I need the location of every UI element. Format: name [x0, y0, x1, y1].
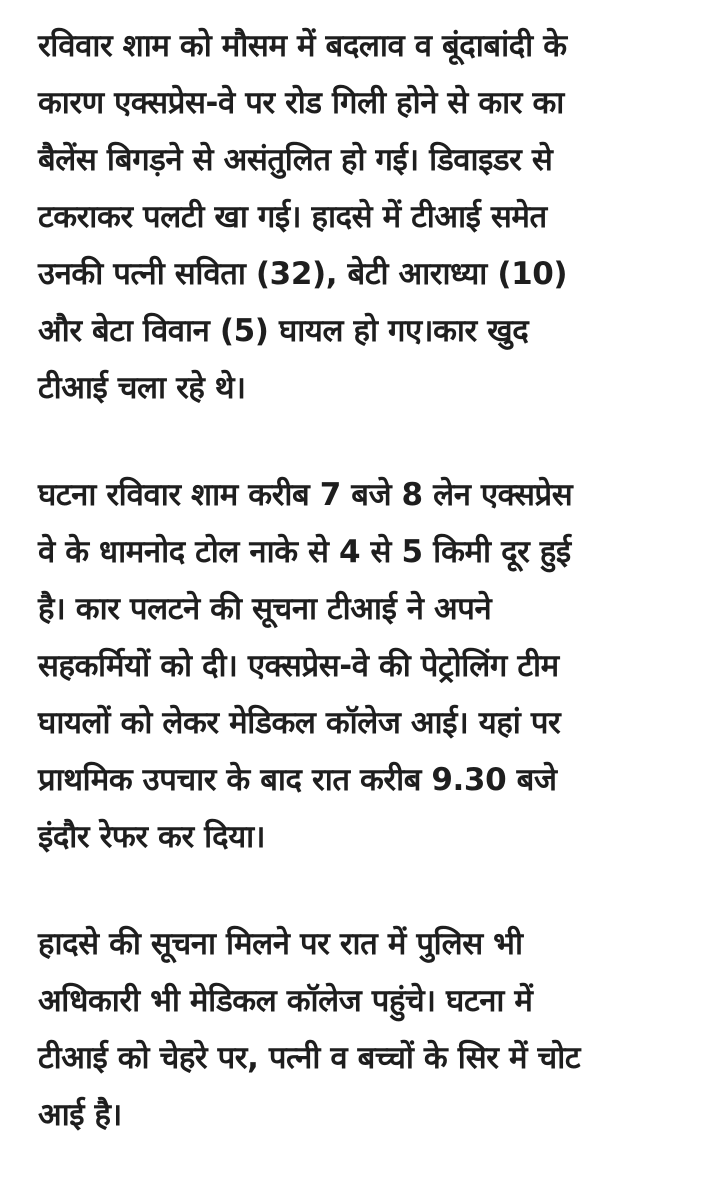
text-line: वे के धामनोद टोल नाके से 4 से 5 किमी दूर हुई	[38, 534, 571, 570]
text-line: उनकी पत्नी सविता (32), बेटी आराध्या (10)	[38, 256, 568, 292]
text-line: रविवार शाम को मौसम में बदलाव व बूंदाबांदी के	[38, 28, 567, 64]
text-line: हादसे की सूचना मिलने पर रात में पुलिस भी	[38, 926, 523, 962]
text-line: सहकर्मियों को दी। एक्सप्रेस-वे की पेट्रोलिंग टीम	[38, 648, 559, 684]
text-line: टीआई को चेहरे पर, पत्नी व बच्चों के सिर में चोट	[38, 1040, 581, 1076]
text-line: घटना रविवार शाम करीब 7 बजे 8 लेन एक्सप्रेस	[38, 477, 573, 513]
text-line: कारण एक्सप्रेस-वे पर रोड गिली होने से कार का	[38, 85, 564, 121]
text-line: घायलों को लेकर मेडिकल कॉलेज आई। यहां पर	[38, 705, 561, 741]
text-line: आई है।	[38, 1097, 122, 1133]
text-line: बैलेंस बिगड़ने से असंतुलित हो गई। डिवाइडर से	[38, 142, 553, 178]
paragraph-3	[38, 916, 688, 1144]
text-line: है। कार पलटने की सूचना टीआई ने अपने	[38, 591, 492, 627]
paragraph-2	[38, 467, 688, 866]
text-line: टकराकर पलटी खा गई। हादसे में टीआई समेत	[38, 199, 547, 235]
article-body	[38, 18, 688, 1194]
text-line: प्राथमिक उपचार के बाद रात करीब 9.30 बजे	[38, 762, 557, 798]
text-line: अधिकारी भी मेडिकल कॉलेज पहुंचे। घटना में	[38, 983, 533, 1019]
text-line: और बेटा विवान (5) घायल हो गए।कार खुद	[38, 313, 529, 349]
text-line: इंदौर रेफर कर दिया।	[38, 819, 266, 855]
text-line: टीआई चला रहे थे।	[38, 370, 246, 406]
paragraph-1	[38, 18, 688, 417]
